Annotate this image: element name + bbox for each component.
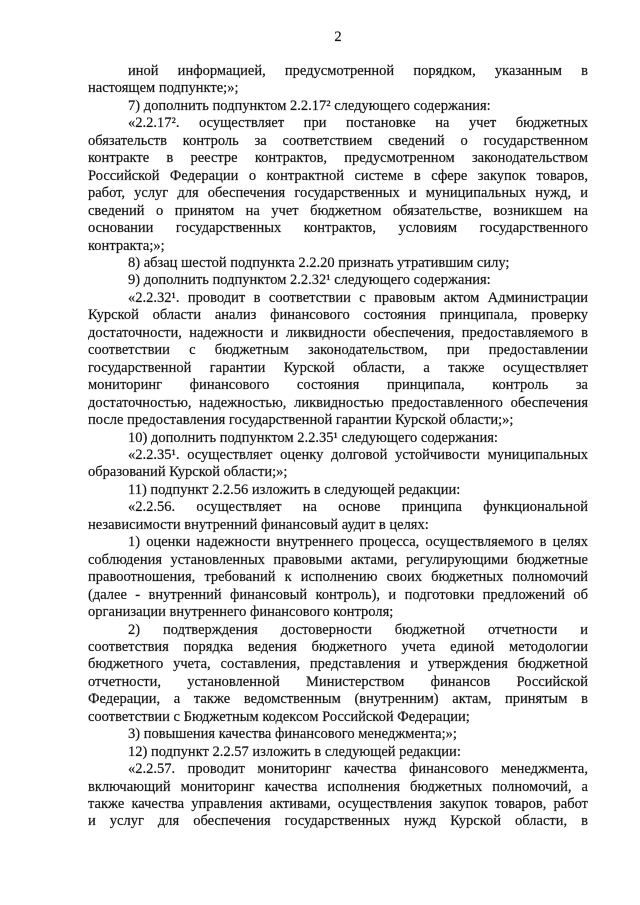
paragraph bbox=[88, 115, 588, 255]
text-line: достаточностью, надежностью, ликвидностью предоставленного обеспечения bbox=[88, 394, 588, 411]
paragraph bbox=[88, 622, 588, 727]
text-line: «2.2.57. проводит мониторинг качества финансового менеджмента, bbox=[128, 761, 588, 778]
text-line: «2.2.56. осуществляет на основе принципа функциональной bbox=[128, 499, 588, 516]
paragraph bbox=[88, 430, 588, 447]
text-line: также качества управления активами, осуществления закупок товаров, работ bbox=[88, 796, 588, 813]
text-line: сведений о принятом на учет бюджетном обязательстве, возникшем на bbox=[88, 202, 588, 219]
text-line: и услуг для обеспечения государственных нужд Курской области, в bbox=[88, 813, 588, 830]
paragraph bbox=[88, 482, 588, 499]
page-number: 2 bbox=[334, 29, 342, 45]
paragraph bbox=[88, 761, 588, 831]
text-line: достаточности, надежности и ликвидности обеспечения, предоставляемого в bbox=[88, 324, 588, 341]
paragraph bbox=[88, 447, 588, 482]
text-line: обязательств контроль за соответствием сведений о государственном bbox=[88, 132, 588, 149]
text-line: 2) подтверждения достоверности бюджетной отчетности и bbox=[128, 621, 588, 638]
text-line: включающий мониторинг качества исполнения бюджетных полномочий, а bbox=[88, 778, 588, 795]
paragraph bbox=[88, 499, 588, 534]
text-line: независимости внутренний финансовый аудит в целях: bbox=[88, 516, 429, 533]
text-line: Федерации, а также ведомственным (внутренним) актам, принятым в bbox=[88, 691, 588, 708]
text-line: «2.2.35¹. осуществляет оценку долговой устойчивости муниципальных bbox=[128, 446, 588, 463]
text-line: 10) дополнить подпунктом 2.2.35¹ следующего содержания: bbox=[128, 429, 498, 446]
text-line: контракта;»; bbox=[88, 237, 165, 254]
text-line: организации внутреннего финансового контроля; bbox=[88, 604, 394, 621]
text-line: 12) подпункт 2.2.57 изложить в следующей редакции: bbox=[128, 743, 461, 760]
text-line: 9) дополнить подпунктом 2.2.32¹ следующего содержания: bbox=[128, 272, 491, 289]
text-line: соответствия порядка ведения бюджетного учета единой методологии bbox=[88, 638, 588, 655]
text-line: правоотношения, требований к исполнению своих бюджетных полномочий bbox=[88, 569, 588, 586]
paragraph bbox=[88, 63, 588, 98]
paragraph bbox=[88, 255, 588, 272]
text-line: мониторинг финансового состояния принципала, контроль за bbox=[88, 377, 588, 394]
text-line: основании государственных контрактов, условиям государственного bbox=[88, 220, 588, 237]
text-line: настоящем подпункте;»; bbox=[88, 80, 239, 97]
text-line: соблюдения установленных правовыми актами, регулирующими бюджетные bbox=[88, 551, 588, 568]
text-line: 1) оценки надежности внутреннего процесса, осуществляемого в целях bbox=[128, 534, 588, 551]
text-line: «2.2.17². осуществляет при постановке на учет бюджетных bbox=[128, 115, 588, 132]
text-line: работ, услуг для обеспечения государственных и муниципальных нужд, и bbox=[88, 185, 588, 202]
text-line: контракте в реестре контрактов, предусмотренном законодательством bbox=[88, 150, 588, 167]
text-line: «2.2.32¹. проводит в соответствии с правовым актом Администрации bbox=[128, 289, 588, 306]
text-line: Курской области анализ финансового состояния принципала, проверку bbox=[88, 307, 588, 324]
text-line: Российской Федерации о контрактной системе в сфере закупок товаров, bbox=[88, 167, 588, 184]
text-line: после предоставления государственной гарантии Курской области;»; bbox=[88, 412, 514, 429]
paragraph bbox=[88, 534, 588, 621]
text-line: иной информацией, предусмотренной порядком, указанным в bbox=[128, 63, 588, 79]
text-line: 8) абзац шестой подпункта 2.2.20 признать утратившим силу; bbox=[128, 254, 510, 271]
paragraph bbox=[88, 290, 588, 430]
paragraph bbox=[88, 726, 588, 743]
paragraph bbox=[88, 272, 588, 289]
text-line: 3) повышения качества финансового менеджмента;»; bbox=[128, 726, 457, 743]
text-line: 11) подпункт 2.2.56 изложить в следующей редакции: bbox=[128, 481, 461, 498]
text-line: 7) дополнить подпунктом 2.2.17² следующего содержания: bbox=[128, 97, 491, 114]
text-line: образований Курской области;»; bbox=[88, 464, 288, 481]
paragraph bbox=[88, 744, 588, 761]
paragraph bbox=[88, 98, 588, 115]
text-line: бюджетного учета, составления, представления и утверждения бюджетной bbox=[88, 656, 588, 673]
text-line: соответствии с Бюджетным кодексом Российской Федерации; bbox=[88, 708, 470, 725]
text-line: соответствии с бюджетным законодательством, при предоставлении bbox=[88, 342, 588, 359]
text-line: государственной гарантии Курской области, а также осуществляет bbox=[88, 359, 588, 376]
text-line: отчетности, установленной Министерством финансов Российской bbox=[88, 673, 588, 690]
document-body bbox=[88, 63, 588, 831]
text-line: (далее - внутренний финансовый контроль), и подготовки предложений об bbox=[88, 586, 588, 603]
